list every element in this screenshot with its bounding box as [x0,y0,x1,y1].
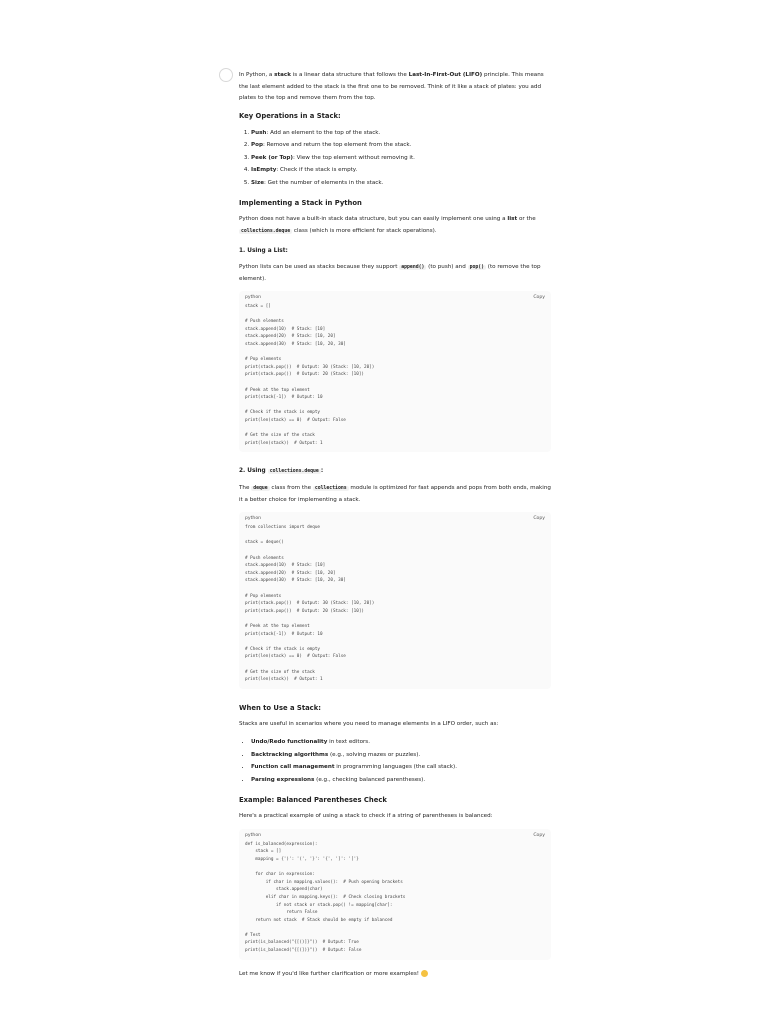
closing-paragraph: Let me know if you'd like further clarification or more examples! [239,969,551,981]
assistant-message [239,70,551,980]
list-item: • Backtracking algorithms (e.g., solving mazes or puzzles). [251,749,551,762]
code-language-label: python [245,295,262,300]
key-operations-list [239,127,551,190]
list-item: 2. Pop: Remove and return the top element from the stack. [251,139,551,152]
list-item: • Function call management in programming languages (the call stack). [251,761,551,774]
list-item: 5. Size: Get the number of elements in the stack. [251,177,551,190]
code-block-header [245,293,545,303]
code-content: def is_balanced(expression): stack = [] mapping = {')': '(', '}': '{', ']': '['} for char in expression: if char in mapping.values(): # Push opening brackets stack.append(char) elif char in mapping.keys(): # Check closing brackets if not stack or stack.pop() != mapping[char]: return False return not stack # Stack should be empty if balanced # Test print(is_balanced("{[()]}")) # Output: True print(is_balanced("{[(])}")) # Output: False [245,841,406,954]
copy-code-button[interactable]: Copy [533,295,545,300]
code-language-label: python [245,516,262,522]
example-paragraph: Here's a practical example of using a stack to check if a string of parentheses is balanced: [239,813,493,820]
when-to-use-paragraph: Stacks are useful in scenarios where you need to manage elements in a LIFO order, such as: [239,720,499,727]
key-operations-heading: Key Operations in a Stack: [239,111,341,120]
list-item: 1. Push: Add an element to the top of the stack. [251,127,551,140]
list-item: • Undo/Redo functionality in text editors. [251,736,551,749]
list-item: • Parsing expressions (e.g., checking balanced parentheses). [251,774,551,787]
intro-paragraph: In Python, a stack is a linear data structure that follows the Last-In-First-Out (LIFO) principle. This means the last element added to the stack is the first one to be removed. Think of it like a stack of plates: you add plates to the top and remove them from the top. [239,72,544,101]
using-deque-heading: 2. Using collections.deque : [239,468,324,475]
code-language-label: python [245,832,262,838]
when-to-use-heading: When to Use a Stack: [239,703,321,712]
assistant-avatar [219,68,233,82]
use-cases-list [239,736,551,786]
copy-code-button[interactable]: Copy [533,516,545,522]
code-block-header [245,514,545,524]
code-block-list [239,291,551,452]
list-item: 4. IsEmpty: Check if the stack is empty. [251,164,551,177]
implementing-heading: Implementing a Stack in Python [239,199,362,207]
smiling-face-icon [421,970,428,977]
copy-code-button[interactable]: Copy [533,832,545,838]
code-block-deque [239,512,551,688]
list-item: 3. Peek (or Top): View the top element without removing it. [251,152,551,165]
implementing-paragraph: Python does not have a built-in stack data structure, but you can easily implement one using a list or the collections.deque class (which is more efficient for stack operations). [239,216,536,234]
using-list-paragraph: Python lists can be used as stacks because they support append() (to push) and pop() (to remove the top element). [239,264,541,282]
code-content: stack = [] # Push elements stack.append(10) # Stack: [10] stack.append(20) # Stack: [10, 20] stack.append(30) # Stack: [10, 20, 30] # Pop elements print(stack.pop()) # Output: 30 (Stack: [10, 20]) print(stack.pop()) # Output: 20 (Stack: [10]) # Peek at the top element print(stack[-1]) # Output: 10 # Check if the stack is empty print(len(stack) == 0) # Output: False # Get the size of the stack print(len(stack)) # Output: 1 [245,304,375,446]
using-deque-paragraph: The deque class from the collections module is optimized for fast appends and pops from both ends, making it a better choice for implementing a stack. [239,485,551,503]
code-block-example [239,829,551,960]
example-heading: Example: Balanced Parentheses Check [239,796,387,805]
code-block-header [245,831,545,841]
using-list-heading: 1. Using a List: [239,248,288,254]
code-content: from collections import deque stack = deque() # Push elements stack.append(10) # Stack: [10] stack.append(20) # Stack: [10, 20] stack.append(30) # Stack: [10, 20, 30] # Pop elements print(stack.pop()) # Output: 30 (Stack: [10, 20]) print(stack.pop()) # Output: 20 (Stack: [10]) # Peek at the top element print(stack[-1]) # Output: 10 # Check if the stack is empty print(len(stack) == 0) # Output: False # Get the size of the stack print(len(stack)) # Output: 1 [245,525,375,683]
